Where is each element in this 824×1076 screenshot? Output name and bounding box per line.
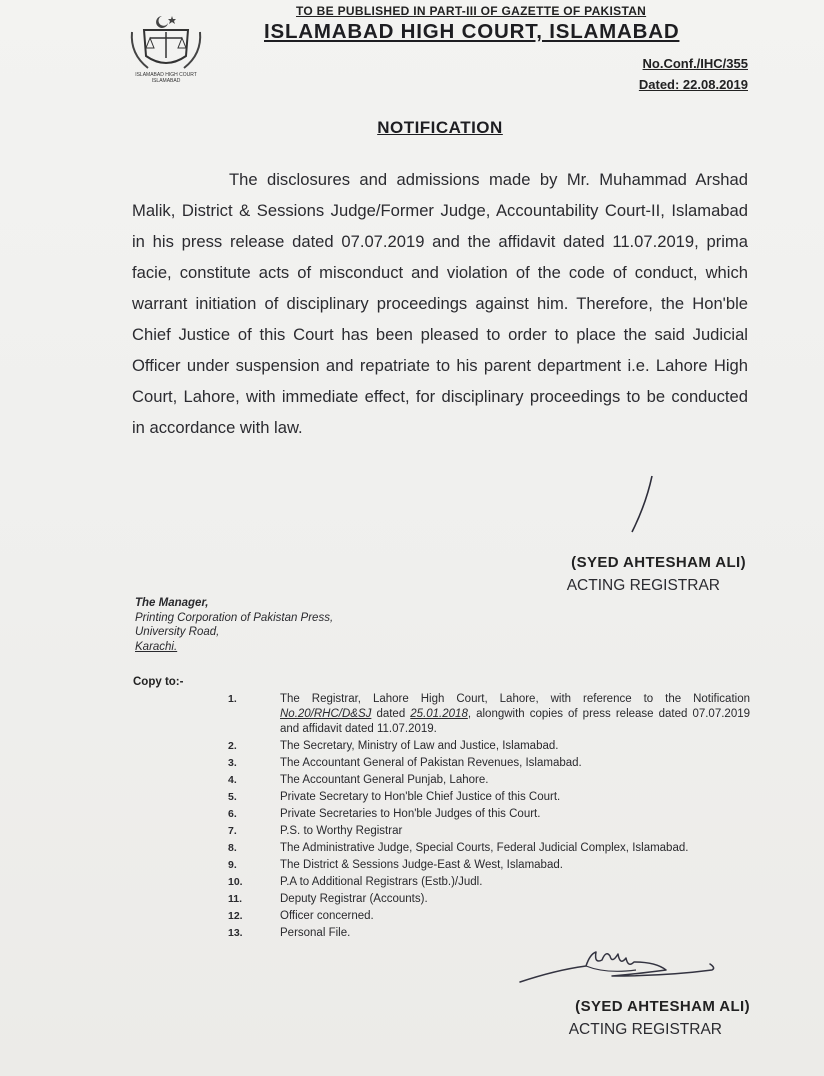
list-item: 1. The Registrar, Lahore High Court, Lahore, with reference to the Notification No.20/RHC/D&SJ dated 25.01.2018, alongwith copies of press release dated 07.07.2019 and affidavit dated 11.07.2019. <box>228 693 751 735</box>
court-name: ISLAMABAD HIGH COURT, ISLAMABAD <box>264 20 680 43</box>
list-item: 4. The Accountant General Punjab, Lahore. <box>228 774 489 786</box>
emblem-caption: ISLAMABAD HIGH COURT ISLAMABAD <box>135 72 197 84</box>
signatory-name: (SYED AHTESHAM ALI) <box>571 554 746 571</box>
document-date: Dated: 22.08.2019 <box>638 77 748 92</box>
page-title: NOTIFICATION <box>377 118 503 137</box>
signatory-name-bottom: (SYED AHTESHAM ALI) <box>575 998 750 1015</box>
list-item: 12. Officer concerned. <box>228 910 374 922</box>
list-item: 10. P.A to Additional Registrars (Estb.)/Judl. <box>228 876 483 888</box>
court-emblem-icon <box>126 12 206 76</box>
signatory-designation: ACTING REGISTRAR <box>566 577 720 594</box>
signatory-designation-bottom: ACTING REGISTRAR <box>568 1021 722 1038</box>
notification-body: The disclosures and admissions made by Mr. Muhammad Arshad Malik, District & Sessions Judge/Former Judge, Accountability Court-II, Islamabad in his press release dated 07.07.2019 and the affidavit dated 11.07.2019, prima facie, constitute acts of misconduct and violation of the code of conduct, which warrant initiation of disciplinary proceedings against him. Therefore, the Hon'ble Chief Justice of this Court has been pleased to order to place the said Judicial Officer under suspension and repatriate to his parent department i.e. Lahore High Court, Lahore, with immediate effect, for disciplinary proceedings to be conducted in accordance with law. <box>132 170 748 437</box>
copy-to-label: Copy to:- <box>133 676 184 688</box>
addressee-block: The Manager, Printing Corporation of Pakistan Press, University Road, Karachi. <box>135 597 334 653</box>
list-item: 7. P.S. to Worthy Registrar <box>228 825 403 837</box>
list-item: 13. Personal File. <box>228 927 351 939</box>
reference-number: No.Conf./IHC/355 <box>642 56 748 71</box>
list-item: 2. The Secretary, Ministry of Law and Justice, Islamabad. <box>228 740 559 752</box>
list-item: 8. The Administrative Judge, Special Courts, Federal Judicial Complex, Islamabad. <box>228 842 689 854</box>
gazette-line: TO BE PUBLISHED IN PART-III OF GAZETTE OF PAKISTAN <box>296 4 647 18</box>
copy-list <box>228 692 750 943</box>
list-item: 9. The District & Sessions Judge-East & West, Islamabad. <box>228 859 563 871</box>
handwritten-signature-icon <box>516 940 726 988</box>
initial-signature-icon <box>626 474 656 534</box>
list-item: 11. Deputy Registrar (Accounts). <box>228 893 428 905</box>
list-item: 3. The Accountant General of Pakistan Revenues, Islamabad. <box>228 757 582 769</box>
list-item: 6. Private Secretaries to Hon'ble Judges of this Court. <box>228 808 541 820</box>
list-item: 5. Private Secretary to Hon'ble Chief Justice of this Court. <box>228 791 561 803</box>
